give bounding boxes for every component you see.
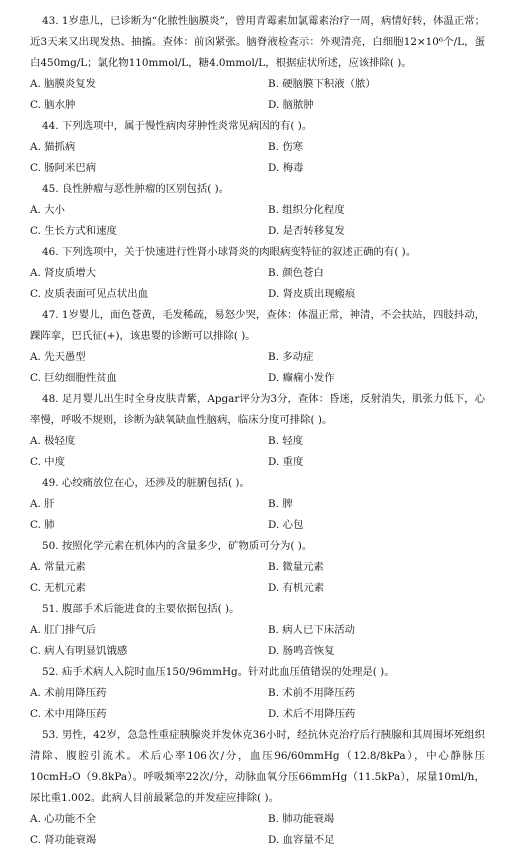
answer-option: C. 皮质表面可见点状出血 [30, 288, 149, 300]
answer-option: A. 肛门排气后 [30, 624, 97, 636]
answer-option: B. 肺功能衰竭 [268, 813, 335, 825]
answer-option: D. 血容量不足 [268, 834, 335, 846]
option-grid [30, 809, 485, 851]
question [30, 11, 485, 116]
question [30, 599, 485, 662]
answer-option: A. 大小 [30, 204, 65, 216]
answer-option: C. 巨幼细胞性贫血 [30, 372, 117, 384]
answer-option: D. 是否转移复发 [268, 225, 345, 237]
answer-option: D. 癫痫小发作 [268, 372, 335, 384]
question [30, 242, 485, 305]
answer-option: D. 重度 [268, 456, 304, 468]
answer-option: A. 先天愚型 [30, 351, 86, 363]
question [30, 179, 485, 242]
answer-option: B. 术前不用降压药 [268, 687, 355, 699]
question [30, 473, 485, 536]
answer-option: B. 轻度 [268, 435, 304, 447]
answer-option: A. 猫抓病 [30, 141, 76, 153]
option-grid [30, 557, 485, 599]
answer-option: A. 术前用降压药 [30, 687, 107, 699]
question [30, 536, 485, 599]
option-grid [30, 137, 485, 179]
answer-option: D. 术后不用降压药 [268, 708, 356, 720]
answer-option: D. 肠鸣音恢复 [268, 645, 335, 657]
answer-option: B. 脾 [268, 498, 293, 510]
option-grid [30, 494, 485, 536]
question-stem: 50. 按照化学元素在机体内的含量多少，矿物质可分为( )。 [42, 540, 313, 552]
answer-option: D. 脑脓肿 [268, 99, 314, 111]
answer-option: B. 颜色苍白 [268, 267, 324, 279]
answer-option: C. 肠阿米巴病 [30, 162, 97, 174]
answer-option: D. 有机元素 [268, 582, 325, 594]
question-list [30, 11, 485, 851]
answer-option: A. 极轻度 [30, 435, 76, 447]
question-stem: 49. 心绞痛放位在心，还涉及的脏腑包括( )。 [42, 477, 250, 489]
answer-option: C. 脑水肿 [30, 99, 76, 111]
answer-option: D. 心包 [268, 519, 304, 531]
answer-option: B. 组织分化程度 [268, 204, 345, 216]
option-grid [30, 620, 485, 662]
option-grid [30, 74, 485, 116]
answer-option: C. 生长方式和速度 [30, 225, 117, 237]
option-grid [30, 263, 485, 305]
option-grid [30, 683, 485, 725]
question-stem: 44. 下列选项中，属于慢性病肉芽肿性炎常见病因的有( )。 [42, 120, 313, 132]
answer-option: C. 肾功能衰竭 [30, 834, 97, 846]
question-stem: 46. 下列选项中，关于快速进行性肾小球肾炎的肉眼病变特征的叙述正确的有( )。 [42, 246, 417, 258]
option-grid [30, 347, 485, 389]
answer-option: A. 脑膜炎复发 [30, 78, 97, 90]
question-stem: 45. 良性肿瘤与恶性肿瘤的区别包括( )。 [42, 183, 230, 195]
answer-option: C. 肺 [30, 519, 55, 531]
answer-option: B. 多动症 [268, 351, 314, 363]
answer-option: C. 中度 [30, 456, 65, 468]
answer-option: D. 梅毒 [268, 162, 304, 174]
answer-option: C. 无机元素 [30, 582, 86, 594]
answer-option: A. 肾皮质增大 [30, 267, 97, 279]
question-stem: 51. 腹部手术后能进食的主要依据包括( )。 [42, 603, 240, 615]
question [30, 389, 485, 473]
answer-option: A. 肝 [30, 498, 55, 510]
question-stem: 53. 男性，42岁，急急性重症胰腺炎并发休克36小时，经抗休克治疗后行胰腺和其周围坏死组织清除、腹腔引流术。术后心率106次/分，血压96/60mmHg（12.8/8kPa），中心静脉压10cmH₂O（9.8kPa）。呼吸频率22次/分，动脉血氧分压66mmHg（11.5kPa），尿量10ml/h，尿比重1.002。此病人目前最紧急的并发症应排除( )。 [30, 729, 485, 804]
answer-option: A. 常量元素 [30, 561, 86, 573]
answer-option: D. 肾皮质出现瘢痕 [268, 288, 356, 300]
question-stem: 43. 1岁患儿，已诊断为“化脓性脑膜炎”，曾用青霉素加氯霉素治疗一周，病情好转，体温正常；近3天来又出现发热、抽搐。查体：前囟紧张。脑脊液检查示：外观清亮，白细胞12×10⁶个/L，蛋白450mg/L；氯化物110mmol/L，糖4.0mmol/L，根据症状所述，应该排除( )。 [30, 15, 485, 69]
answer-option: A. 心功能不全 [30, 813, 97, 825]
question [30, 305, 485, 389]
answer-option: C. 术中用降压药 [30, 708, 107, 720]
question-stem: 48. 足月婴儿出生时全身皮肤青紫，Apgar评分为3分，查体：昏迷，反射消失，肌张力低下，心率慢，呼吸不规则，诊断为缺氧缺血性脑病，临床分度可排除( )。 [30, 393, 485, 426]
option-grid [30, 200, 485, 242]
answer-option: B. 伤寒 [268, 141, 304, 153]
answer-option: B. 微量元素 [268, 561, 324, 573]
answer-option: B. 硬脑膜下积液（脓） [268, 78, 376, 90]
question-stem: 52. 疝手术病人入院时血压150/96mmHg。针对此血压值错误的处理是( )。 [42, 666, 395, 678]
question [30, 116, 485, 179]
option-grid [30, 431, 485, 473]
question [30, 662, 485, 725]
answer-option: B. 病人已下床活动 [268, 624, 355, 636]
question-stem: 47. 1岁婴儿，面色苍黄，毛发稀疏，易怒少哭，查体：体温正常，神清，不会扶站，四肢抖动，踝阵挛，巴氏征(+)，该患婴的诊断可以排除( )。 [30, 309, 485, 342]
question [30, 725, 485, 851]
answer-option: C. 病人有明显饥饿感 [30, 645, 128, 657]
